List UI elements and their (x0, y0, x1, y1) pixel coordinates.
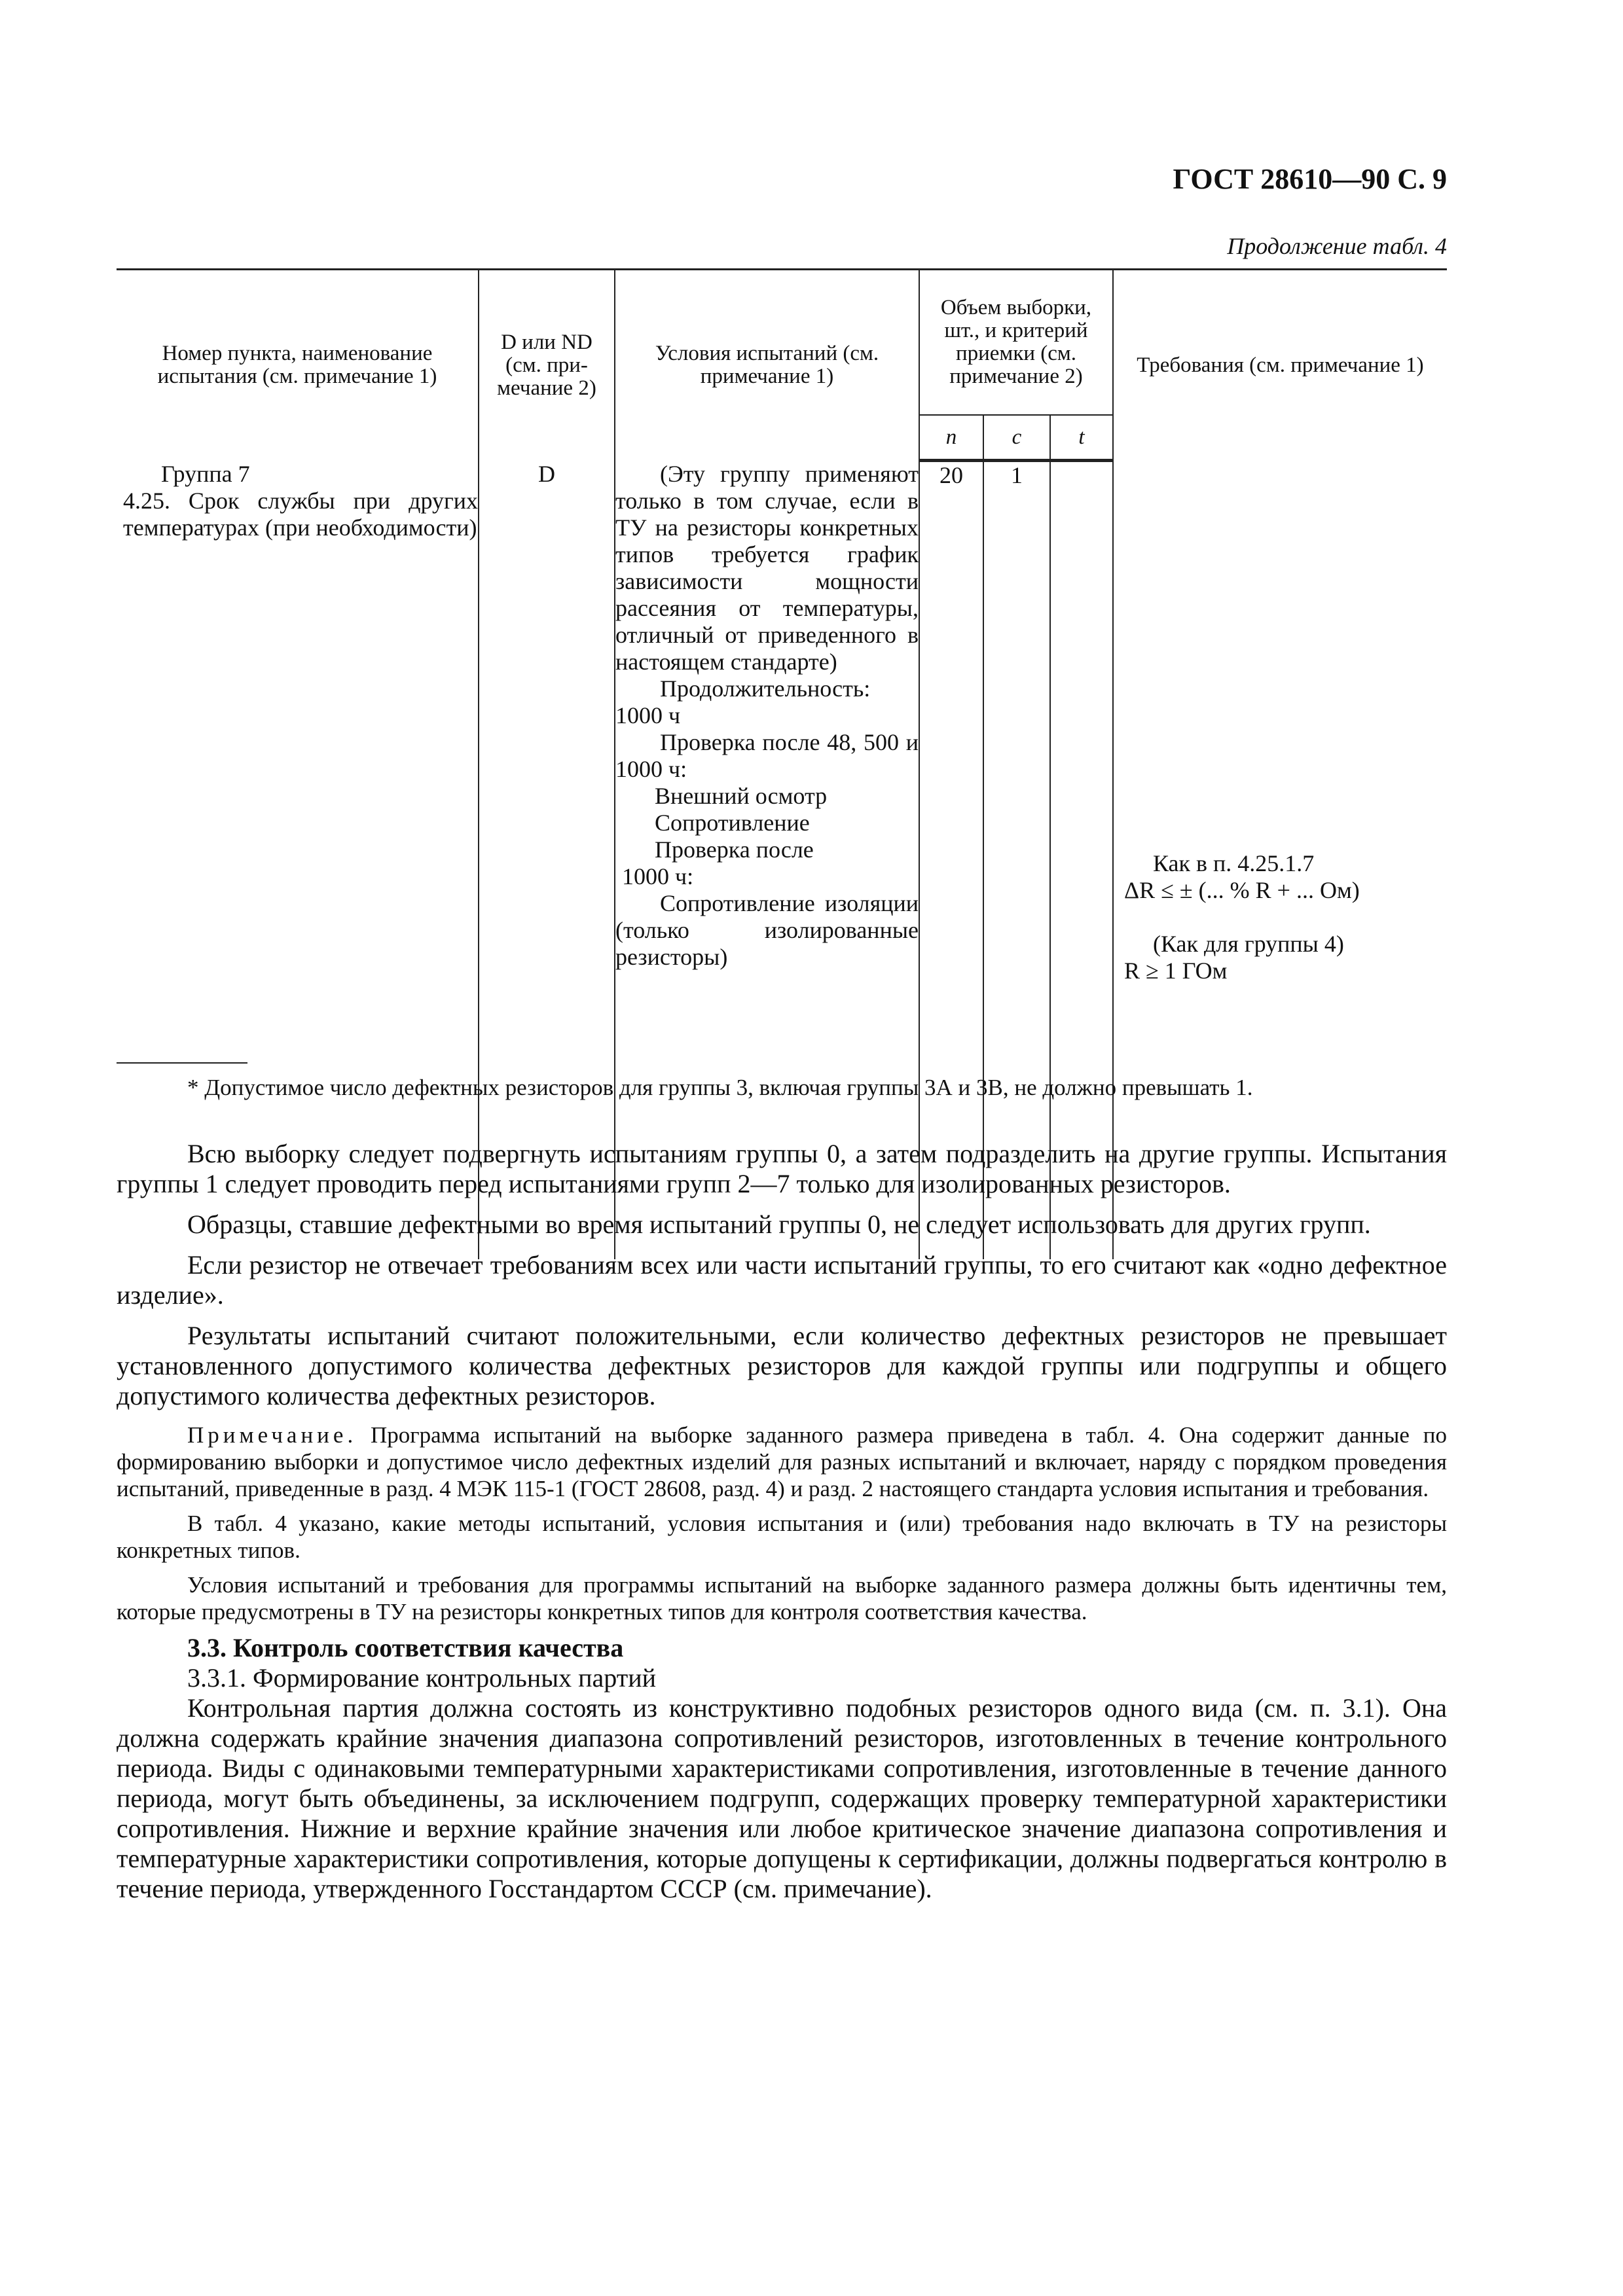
cond-line: Сопротивление (655, 809, 810, 836)
paragraph: Результаты испытаний считают положительными, если количество дефектных резисторов не превышает установленного допустимого количества дефектных резисторов для каждой группы или подгруппы и общего допустимого количества дефектных резисторов. (117, 1321, 1447, 1410)
req-line: ΔR ≤ ± (... % R + ... Ом) (1124, 876, 1360, 903)
header-sample: Объем выборки, шт., и критерий приемки (см. примечание 2) (919, 270, 1113, 416)
header-n: n (919, 415, 983, 461)
cell-c: 1 (983, 461, 1050, 1259)
cond-line: Внешний осмотр (655, 782, 828, 809)
cond-line: (Эту группу применяют только в том случае, если в ТУ на резисторы конкретных типов требуется график зависимости мощности рассеяния от температуры, отличный от приведенного в настоящем стандарте) (615, 460, 919, 675)
page-header: ГОСТ 28610—90 С. 9 (1173, 163, 1447, 195)
item-label: 4.25. Срок службы при других температурах (при необходимости) (123, 487, 478, 541)
paragraph: Контрольная партия должна состоять из конструктивно подобных резисторов одного вида (см. п. 3.1). Она должна содержать крайние значения диапазона сопротивлений резисторов, изготовленных в течение контрольного периода. Виды с одинаковыми температурными характеристиками сопротивления, изготовленные в течение данного периода, могут быть объединены, за исключением подгрупп, содержащих проверку температурной характеристики сопротивления. Нижние и верхние крайние значения или любое критическое значение диапазона сопротивления и температурные характеристики сопротивления, которые допущены к сертификации, должны подвергаться контролю в течение периода, утвержденного Госстандартом СССР (см. примечание). (117, 1693, 1447, 1903)
subsection-heading: 3.3.1. Формирование контрольных партий (187, 1663, 657, 1693)
cond-line: 1000 ч: (622, 863, 694, 889)
paragraph: Всю выборку следует подвергнуть испытаниям группы 0, а затем подразделить на другие группы. Испытания группы 1 следует проводить перед испытаниями групп 2—7 только для изолированных резисторов. (117, 1139, 1447, 1198)
cond-line: Проверка после (655, 836, 814, 863)
note-label: Примечание. (187, 1422, 357, 1448)
note (117, 1422, 1447, 1502)
header-t: t (1050, 415, 1113, 461)
req-line: R ≥ 1 ГОм (1124, 957, 1228, 984)
header-conditions: Условия испытаний (см. примечание 1) (615, 270, 919, 461)
note-text: Программа испытаний на выборке заданного размера приведена в табл. 4. Она содержит данные по формированию выборки и допустимое число дефектных изделий для разных испытаний и включает, наряду с порядком проведения испытаний, приведенные в разд. 4 МЭК 115-1 (ГОСТ 28608, разд. 4) и разд. 2 настоящего стандарта условия испытания и требования. (117, 1422, 1447, 1501)
cell-n: 20 (919, 461, 983, 1259)
paragraph: Если резистор не отвечает требованиям всех или части испытаний группы, то его считают как «одно дефектное изделие». (117, 1250, 1447, 1310)
req-line: Как в п. 4.25.1.7 (1153, 850, 1315, 876)
header-name: Номер пункта, наименование испытания (см. примечание 1) (117, 270, 479, 461)
test-program-table (117, 268, 1447, 1259)
header-c: c (983, 415, 1050, 461)
header-requirements: Требования (см. примечание 1) (1113, 270, 1447, 461)
footnote-rule (117, 1062, 247, 1064)
paragraph: Образцы, ставшие дефектными во время испытаний группы 0, не следует использовать для других групп. (187, 1210, 1371, 1239)
group-label: Группа 7 (161, 460, 250, 487)
header-d-nd: D или ND (см. при-мечание 2) (479, 270, 615, 461)
section-heading: 3.3. Контроль соответствия качества (187, 1633, 624, 1662)
table-continuation-label: Продолжение табл. 4 (1227, 233, 1447, 259)
req-line: (Как для группы 4) (1153, 930, 1344, 957)
note-paragraph: В табл. 4 указано, какие методы испытаний, условия испытания и (или) требования надо включать в ТУ на резисторы конкретных типов. (117, 1511, 1447, 1563)
cond-line: Проверка после 48, 500 и 1000 ч: (615, 728, 919, 782)
cell-d-nd: D (479, 461, 615, 1259)
footnote: * Допустимое число дефектных резисторов для группы 3, включая группы 3А и 3В, не должно превышать 1. (187, 1075, 1253, 1100)
cond-line: Продолжительность: 1000 ч (615, 675, 871, 728)
note-paragraph: Условия испытаний и требования для программы испытаний на выборке заданного размера должны быть идентичны тем, которые предусмотрены в ТУ на резисторы конкретных типов для контроля соответствия качества. (117, 1572, 1447, 1624)
cond-line: Сопротивление изоляции (только изолированные резисторы) (615, 889, 919, 970)
body-text (117, 1139, 1447, 1914)
